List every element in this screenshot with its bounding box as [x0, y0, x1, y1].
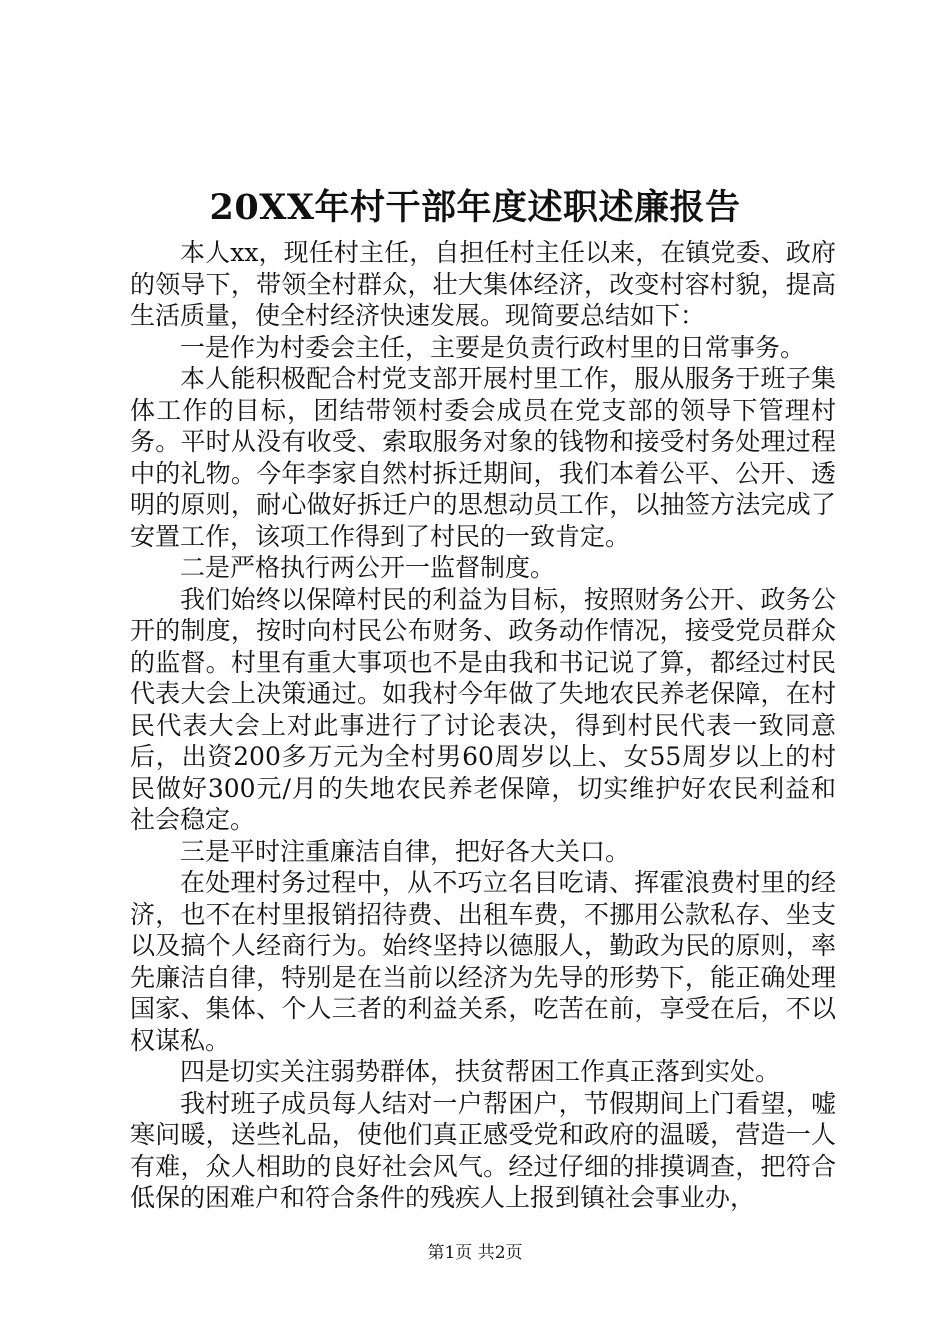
page-number-footer: 第1页 共2页	[427, 1243, 523, 1263]
paragraph-heading-3: 三是平时注重廉洁自律，把好各大关口。	[180, 836, 631, 866]
paragraph-body-2: 我们始终以保障村民的利益为目标，按照财务公开、政务公开的制度，按时向村民公布财务、政务动作情况，接受党员群众的监督。村里有重大事项也不是由我和书记说了算，都经过村民代表大会上决策通过。如我村今年做了失地农民养老保障，在村民代表大会上对此事进行了讨论表决，得到村民代表一致同意后，出资200多万元为全村男60周岁以上、女55周岁以上的村民做好300元/月的失地农民养老保障，切实维护好农民利益和社会稳定。	[130, 584, 836, 834]
paragraph-heading-1: 一是作为村委会主任，主要是负责行政村里的日常事务。	[180, 332, 806, 362]
paragraph-heading-4: 四是切实关注弱势群体，扶贫帮困工作真正落到实处。	[180, 1057, 781, 1086]
paragraph-intro: 本人xx，现任村主任，自担任村主任以来，在镇党委、政府的领导下，带领全村群众，壮大集体经济，改变村容村貌，提高生活质量，使全村经济快速发展。现简要总结如下：	[130, 238, 836, 330]
document-body	[130, 237, 836, 1214]
paragraph-body-3: 在处理村务过程中，从不巧立名目吃请、挥霍浪费村里的经济，也不在村里报销招待费、出租车费，不挪用公款私存、坐支以及搞个人经商行为。始终坚持以德服人，勤政为民的原则，率先廉洁自律，特别是在当前以经济为先导的形势下，能正确处理国家、集体、个人三者的利益关系，吃苦在前，享受在后，不以权谋私。	[130, 868, 836, 1055]
document-title: 20XX年村干部年度述职述廉报告	[209, 187, 741, 228]
paragraph-body-4: 我村班子成员每人结对一户帮困户，节假期间上门看望，嘘寒问暖，送些礼品，使他们真正感受党和政府的温暖，营造一人有难，众人相助的良好社会风气。经过仔细的排摸调查，把符合低保的困难户和符合条件的残疾人上报到镇社会事业办，	[130, 1088, 836, 1212]
paragraph-body-1: 本人能积极配合村党支部开展村里工作，服从服务于班子集体工作的目标，团结带领村委会成员在党支部的领导下管理村务。平时从没有收受、索取服务对象的钱物和接受村务处理过程中的礼物。今年李家自然村拆迁期间，我们本着公平、公开、透明的原则，耐心做好拆迁户的思想动员工作，以抽签方法完成了安置工作，该项工作得到了村民的一致肯定。	[130, 364, 836, 551]
paragraph-heading-2: 二是严格执行两公开一监督制度。	[180, 553, 556, 582]
